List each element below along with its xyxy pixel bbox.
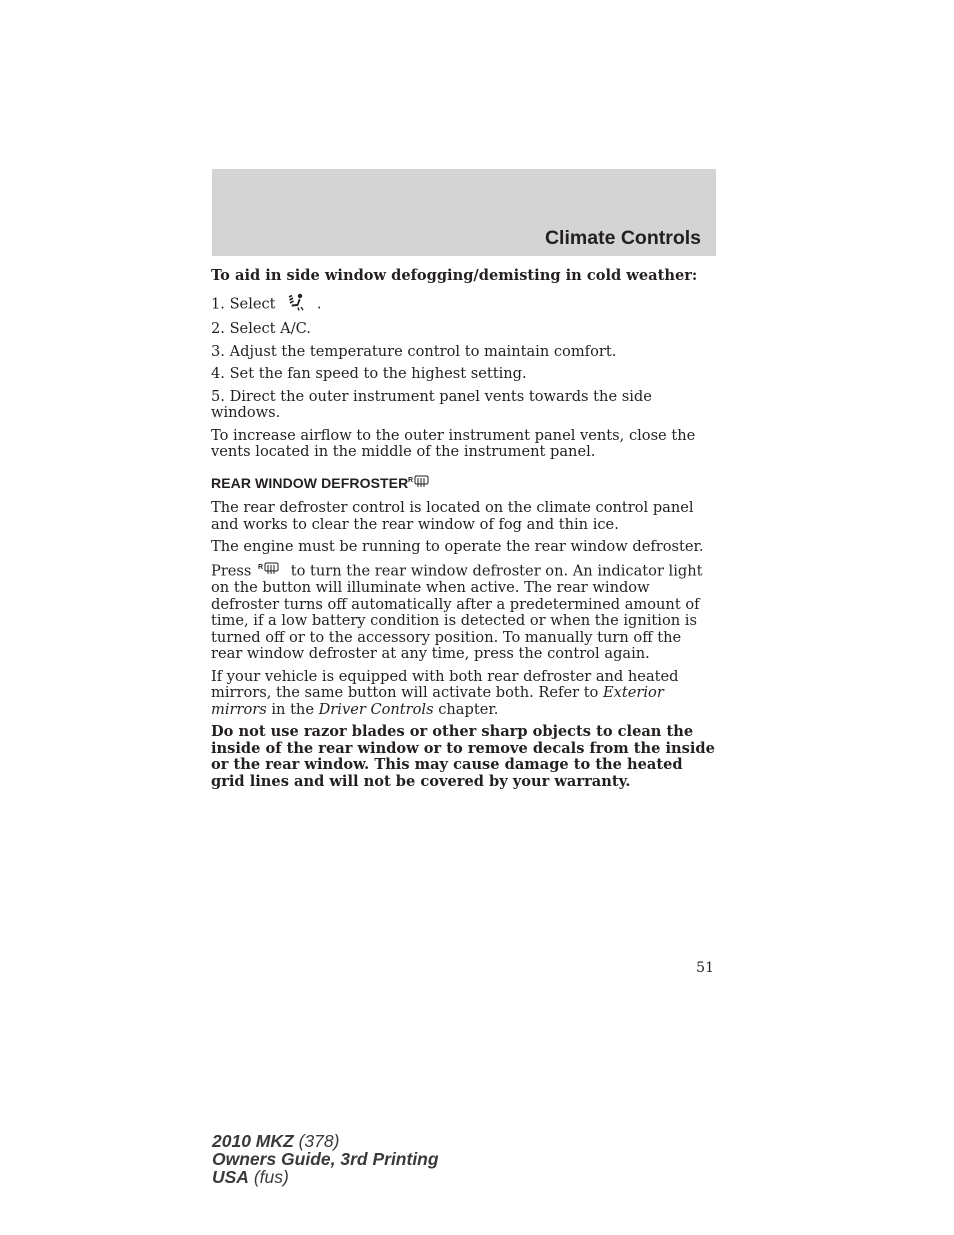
rear-defroster-icon — [258, 562, 280, 581]
section-heading-text: REAR WINDOW DEFROSTER — [211, 474, 409, 491]
press-suffix: to turn the rear window defroster on. An indicator light on the button will illuminate when active. The rear window defroster turns off automatically after a predetermined amount of time, if a low battery condition is detected or when the ignition is turned off or to the accessory position. To manually turn off the rear window defroster at any time, press the control again. — [211, 562, 703, 663]
rear-defroster-icon — [408, 475, 430, 492]
rear-defroster-para-4 — [211, 669, 717, 719]
defrost-floor-mode-icon — [286, 293, 306, 316]
page-number: 51 — [696, 960, 714, 976]
para-4-text-b: in the — [271, 700, 314, 718]
footer-region: USA — [212, 1167, 249, 1187]
warning-text: Do not use razor blades or other sharp objects to clean the inside of the rear window or to remove decals from the inside or the rear window. This may cause damage to the heated grid lines and will not be covered by your warranty. — [211, 723, 715, 790]
step-1-suffix: . — [316, 294, 322, 312]
airflow-note: To increase airflow to the outer instrument panel vents, close the vents located in the middle of the instrument panel. — [211, 426, 696, 460]
footer-model-code: (378) — [298, 1131, 340, 1151]
rear-defroster-para-1: The rear defroster control is located on the climate control panel and works to clear the rear window of fog and thin ice. — [211, 499, 694, 533]
intro-heading: To aid in side window defogging/demisting in cold weather: — [211, 267, 698, 284]
footer-line-1 — [212, 1132, 439, 1150]
para-4-text-a: If your vehicle is equipped with both rear defroster and heated mirrors, the same button will activate both. Refer to — [211, 667, 679, 702]
rear-defroster-para-3 — [211, 562, 717, 663]
step-1 — [211, 293, 717, 316]
footer-guide: Owners Guide, 3rd Printing — [212, 1149, 439, 1169]
step-3: 3. Adjust the temperature control to maintain comfort. — [211, 342, 617, 360]
section-heading-rear-defroster — [211, 475, 717, 493]
footer-region-code: (fus) — [253, 1167, 289, 1187]
step-2: 2. Select A/C. — [211, 320, 311, 337]
chapter-header-band — [212, 169, 716, 256]
step-5: 5. Direct the outer instrument panel vents towards the side windows. — [211, 387, 652, 421]
step-4: 4. Set the fan speed to the highest setting. — [211, 365, 527, 382]
svg-text:R: R — [408, 477, 414, 485]
footer-print-info — [212, 1132, 439, 1186]
rear-defroster-para-2: The engine must be running to operate the rear window defroster. — [211, 538, 704, 556]
footer-model: 2010 MKZ — [212, 1131, 294, 1151]
press-prefix: Press — [211, 562, 252, 580]
driver-controls-reference: Driver Controls — [318, 700, 434, 718]
svg-text:R: R — [258, 563, 264, 571]
chapter-title: Climate Controls — [544, 227, 701, 249]
para-4-text-c: chapter. — [438, 700, 499, 718]
exterior-mirrors-reference: Exterior mirrors — [211, 684, 664, 718]
step-1-prefix: 1. Select — [211, 294, 276, 312]
page-content — [211, 268, 717, 796]
footer-line-3 — [212, 1168, 439, 1186]
